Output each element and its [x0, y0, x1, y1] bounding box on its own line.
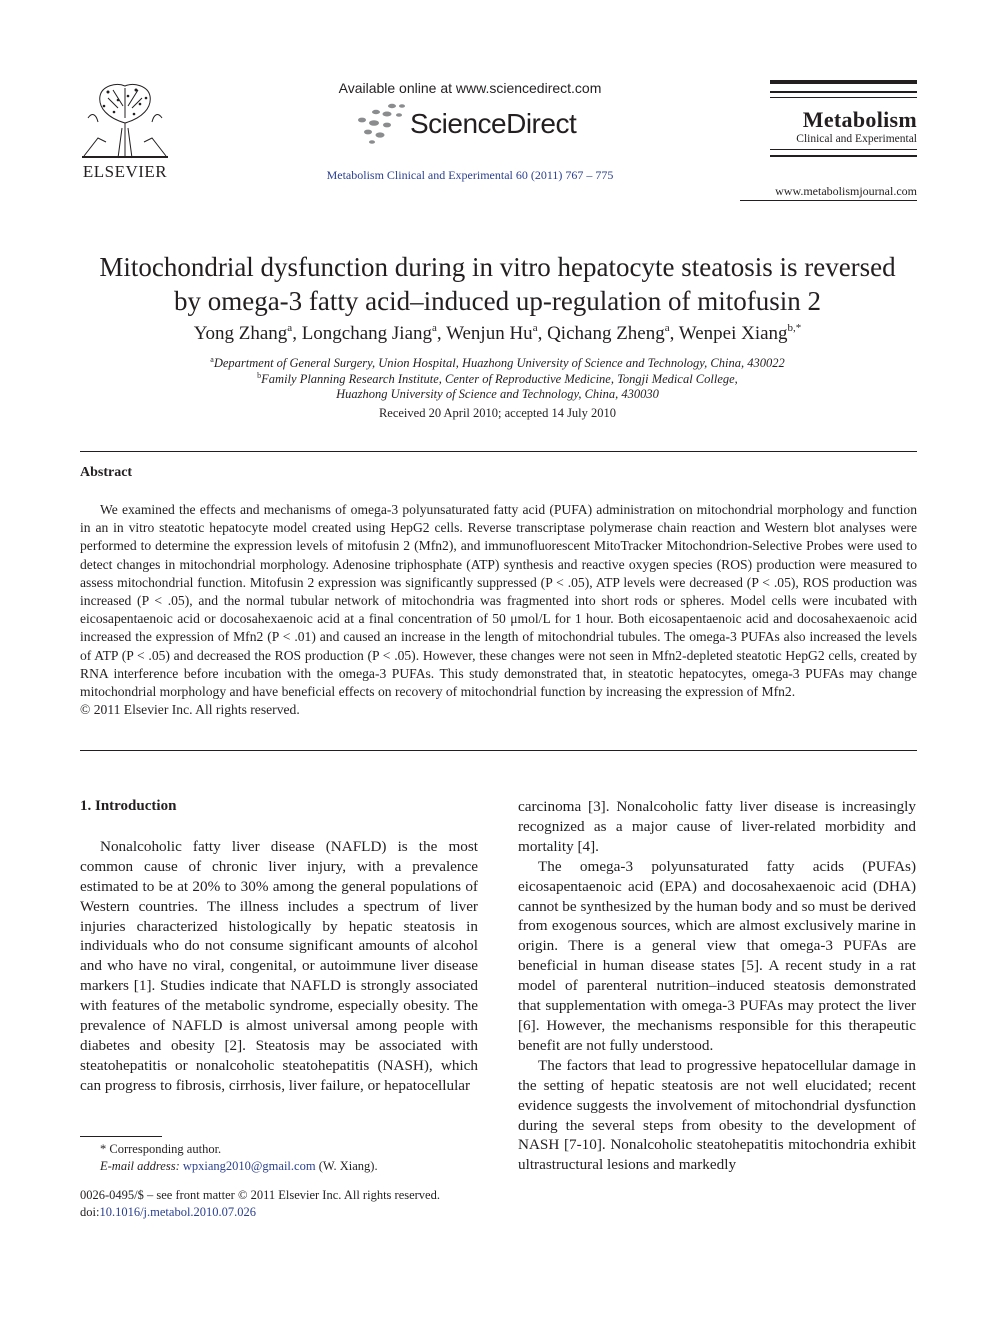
received-dates: Received 20 April 2010; accepted 14 July 2010 — [378, 406, 617, 420]
available-online-text[interactable]: Available online at www.sciencedirect.com — [338, 80, 602, 96]
journal-subtitle: Clinical and Experimental — [796, 133, 917, 145]
doi-note: doi:10.1016/j.metabol.2010.07.026 — [80, 1205, 257, 1219]
author[interactable]: Wenjun Hu$^a$ — [446, 322, 538, 344]
abstract-copyright: © 2011 Elsevier Inc. All rights reserved. — [80, 702, 300, 718]
left-column — [80, 797, 478, 1096]
body-paragraph: carcinoma [3]. Nonalcoholic fatty liver disease is increasingly recognized as a major cause of liver-related morbidity and mortality [4]. — [518, 798, 916, 855]
right-column — [518, 797, 916, 1175]
footnote-rule — [80, 1136, 162, 1137]
email-link[interactable]: wpxiang2010@gmail.com — [182, 1159, 316, 1173]
corresponding-author-note: * Corresponding author. — [100, 1142, 222, 1156]
journal-rule — [770, 97, 917, 98]
title-line: by omega-3 fatty acid–induced up-regulation of mitofusin 2 — [173, 286, 822, 316]
journal-rule — [770, 155, 917, 157]
author[interactable]: Qichang Zheng$^a$ — [547, 322, 670, 344]
section-heading: 1. Introduction — [80, 798, 177, 814]
sciencedirect-wordmark: ScienceDirect — [410, 108, 577, 139]
author[interactable]: Yong Zhang$^a$ — [193, 322, 293, 344]
header-divider — [740, 200, 917, 201]
journal-name: Metabolism — [802, 107, 917, 132]
title-line: Mitochondrial dysfunction during in vitro hepatocyte steatosis is reversed — [99, 252, 896, 282]
abstract-heading: Abstract — [80, 465, 133, 480]
author[interactable]: Wenpei Xiang$^{b,*}$ — [678, 322, 802, 344]
body-paragraph: The factors that lead to progressive hepatocellular damage in the setting of hepatic steatosis are not well elucidated; recent evidence suggests the involvement of mitochondrial dysfunction during the several steps from obesity to the development of NASH [7-10]. Nonalcoholic steatohepatitis mitochondria exhibit ultrastructural lesions and markedly — [518, 1056, 916, 1174]
doi-link[interactable]: 10.1016/j.metabol.2010.07.026 — [99, 1205, 257, 1219]
abstract-bottom-rule — [80, 750, 917, 751]
author-list: Yong Zhang$^a$, Longchang Jiang$^a$, Wenjun Hu$^a$, Qichang Zheng$^a$, Wenpei Xiang$^{b,*}$ — [193, 322, 802, 344]
journal-rule — [770, 149, 917, 150]
sciencedirect-dots-icon — [352, 100, 408, 146]
abstract-text: We examined the effects and mechanisms of omega-3 polyunsaturated fatty acid (PUFA) administration on mitochondrial morphology and function in an in vitro steatotic hepatocyte model created using HepG2 cells. Reverse transcriptase polymerase chain reaction and Western blot analyses were performed to determine the expression levels of mitofusin 2 (Mfn2), and immunofluorescent MitoTracker Mitochondrion-Selective Probes were used to detect changes in mitochondrial morphology. Adenosine triphosphate (ATP) synthesis and reactive oxygen species (ROS) production were measured to assess mitochondrial function. Mitofusin 2 expression was significantly suppressed (P < .05), ATP levels were decreased (P < .05), ROS production was increased (P < .05), and the normal tubular network of mitochondria was fragmented into short rods or spheres. Model cells were incubated with eicosapentaenoic acid or docosahexaenoic acid at a final concentration of 50 μmol/L for 1 hour. Both eicosapentaenoic acid and docosahexaenoic acid increased the expression of Mfn2 (P < .01) and caused an increase in the length of mitochondrial tubules. The omega-3 PUFAs also increased the levels of ATP (P < .05) and decreased the ROS production (P < .05). However, these changes were not seen in Mfn2-depleted steatotic HepG2 cells, created by RNA interference before incubation with the omega-3 PUFAs. This study demonstrated that, in steatotic hepatocytes, omega-3 PUFAs may change mitochondrial morphology and have beneficial effects on recovery of mitochondrial function by increasing the expression of Mfn2. — [80, 502, 917, 700]
journal-website-link[interactable]: www.metabolismjournal.com — [775, 184, 917, 198]
abstract-top-rule — [80, 451, 917, 452]
journal-rule — [770, 80, 917, 84]
publisher-name: ELSEVIER — [82, 162, 168, 181]
article-title — [70, 250, 925, 318]
journal-citation-link[interactable]: Metabolism Clinical and Experimental 60 (2011) 767 – 775 — [326, 168, 614, 182]
affiliation-b: $^b$Family Planning Research Institute, Center of Reproductive Medicine, Tongji Medical College, — [257, 371, 738, 386]
body-paragraph: The omega-3 polyunsaturated fatty acids (PUFAs) eicosapentaenoic acid (EPA) and docosahexaenoic acid (DHA) cannot be synthesized by the human body and so must be derived from exogenous sources, which are almost exclusively marine in origin. There is a general view that omega-3 PUFAs are beneficial in human disease states [5]. A recent study in a rat model of parenteral nutrition–induced steatosis demonstrated that supplementation with omega-3 PUFAs may protect the liver [6]. However, the mechanisms responsible for this therapeutic benefit are not fully understood. — [518, 857, 916, 1054]
issn-note: 0026-0495/$ – see front matter © 2011 Elsevier Inc. All rights reserved. — [80, 1188, 440, 1202]
author[interactable]: Longchang Jiang$^a$ — [301, 322, 437, 344]
email-note: E-mail address: wpxiang2010@gmail.com (W. Xiang). — [100, 1159, 378, 1173]
abstract-body — [80, 501, 917, 719]
body-paragraph: Nonalcoholic fatty liver disease (NAFLD) is the most common cause of chronic liver injury, with a prevalence estimated to be at 20% to 30% among the general populations of Western countries. The illness includes a spectrum of liver injuries characterized histologically by hepatic steatosis in individuals who do not consume significant amounts of alcohol and who have no viral, congenital, or autoimmune liver disease markers [1]. Studies indicate that NAFLD is strongly associated with features of the metabolic syndrome, especially obesity. The prevalence of NAFLD is almost universal among people with diabetes and obesity [2]. Steatosis may be associated with steatohepatitis or nonalcoholic steatohepatitis (NASH), which can progress to fibrosis, cirrhosis, liver failure, or hepatocellular — [80, 837, 478, 1094]
affiliation-a: $^a$Department of General Surgery, Union Hospital, Huazhong University of Science and Technology, China, 430022 — [210, 355, 785, 370]
affiliation-b-cont: Huazhong University of Science and Technology, China, 430030 — [336, 387, 659, 401]
journal-rule — [770, 91, 917, 93]
